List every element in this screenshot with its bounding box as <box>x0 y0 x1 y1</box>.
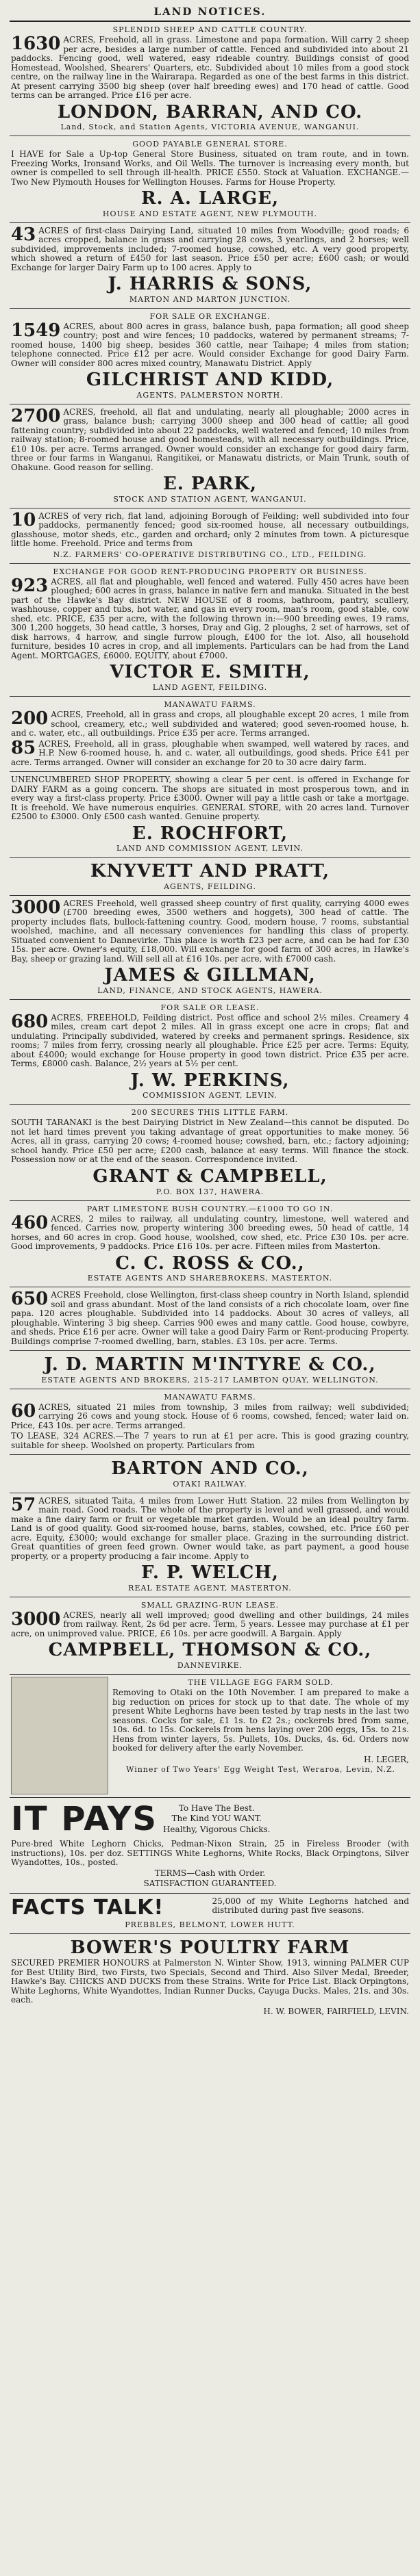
advertiser-name: BARTON AND CO., <box>111 1458 309 1480</box>
ad-body: ACRES, situated 21 miles from township, 3 miles from railway; well subdivided; carrying 26 cows and young stock. House of 6 rooms, cowshed, fenced; water laid on. Price, £43 10s. per acre. Terms arranged. <box>11 1402 409 1430</box>
ad-paragraph <box>11 322 409 369</box>
land-ad <box>10 1597 410 1674</box>
land-ad <box>10 1350 410 1389</box>
acreage-number: 650 <box>11 1289 49 1310</box>
advertiser-address: LAND, FINANCE, AND STOCK AGENTS, HAWERA. <box>97 986 323 995</box>
acreage-number: 1549 <box>11 320 61 341</box>
advertiser-name: VICTOR E. SMITH, <box>110 662 310 683</box>
advertiser-name: E. ROCHFORT, <box>132 823 288 844</box>
land-ad <box>10 857 410 895</box>
ad-subhead: SPLENDID SHEEP AND CATTLE COUNTRY. <box>112 25 308 34</box>
land-ad <box>10 1104 410 1200</box>
ad-paragraph <box>11 1212 409 1252</box>
ad-body: ACRES, Freehold, all in grass and crops, all ploughable except 20 acres, 1 mile from school, creamery, etc.; well subdivided and watered; good seven-roomed house, h. and c. water, etc., all outbuildings. Price £35 per acre. Terms arranged. <box>11 710 409 738</box>
it-pays-line-2: The Kind YOU WANT. <box>171 1814 262 1824</box>
advertiser-name: KNYVETT AND PRATT, <box>90 861 330 882</box>
ad-paragraph <box>11 899 409 964</box>
ad-paragraph <box>11 509 409 549</box>
land-ad <box>10 404 410 508</box>
ad-subhead: GOOD PAYABLE GENERAL STORE. <box>132 140 288 149</box>
ad-subhead: FOR SALE OR EXCHANGE. <box>149 311 271 321</box>
land-ad <box>10 1493 410 1597</box>
advertiser-name: J. D. MARTIN M'INTYRE & CO., <box>44 1354 376 1376</box>
land-ad <box>10 771 410 857</box>
acreage-number: 60 <box>11 1400 36 1421</box>
ad-body: ACRES, Freehold, all in grass, ploughable when swamped, well watered by races, and H.P. New 6-roomed house, h. and c. water, all outbuildings, good sheds. Price £41 per acre. Terms arranged. Owner will consider an exchange for 20 to 30 acre dairy farm. <box>11 738 409 767</box>
newspaper-page <box>10 0 410 2019</box>
land-ad <box>10 1389 410 1455</box>
advertiser-address: STOCK AND STATION AGENT, WANGANUI. <box>113 494 307 504</box>
land-ad <box>10 508 410 563</box>
ad-body: ACRES Freehold, well grassed sheep country of first quality, carrying 4000 ewes (£700 breeding ewes, 3500 wethers and hoggets), 300 head of cattle. The property includes flats, bullock-fattening country. Good, modern house, 7 rooms, substantial woolshed, machine, and all necessary conveniences for handling this class of property. Situated convenient to Dannevirke. This place is worth £23 per acre, and can be had for £30 15s. per acre. Owner's equity, £18,000. Will exchange for good farm of 300 acres, in Hawke's Bay, sheep or grazing land. Will sell all at £16 10s. per acre, with £7000 cash. <box>11 898 409 964</box>
ad-subhead: 200 SECURES THIS LITTLE FARM. <box>131 1108 289 1118</box>
village-ad-row <box>11 1677 409 1794</box>
ad-paragraph <box>11 1400 409 1431</box>
acreage-number: 57 <box>11 1494 36 1515</box>
ad-paragraph <box>11 405 409 473</box>
ad-body: ACRES, FREEHOLD, Feilding district. Post office and school 2½ miles. Creamery 4 miles, cream cart depot 2 miles. All in grass except one acre in crops; flat and undulating. Principally subdivided, watered by creeks and permanent springs. Residence, six rooms; 7 miles from ferry, crossing nearly all ploughable. Price £25 per acre. Terms: Equity, about £4000; would exchange for House property in good town district. Price £35 per acre. Terms, £8000 cash. Balance, 2½ years at 5½ per cent. <box>11 1012 409 1069</box>
bower-body: SECURED PREMIER HONOURS at Palmerston N. Winter Show, 1913, winning PALMER CUP for Best Utility Bird, two Firsts, two Specials, Second and Third. Also Silver Medal, Breeder, Hawke's Bay. CHICKS AND DUCKS from these Strains. Write for Price List. Black Orpingtons, White Leghorns, White Wyandottes, Indian Runner Ducks, Cayuga Ducks. Males, 21s. and 30s. each. <box>11 1958 409 2005</box>
land-ad <box>10 1287 410 1350</box>
ad-paragraph <box>11 36 409 101</box>
acreage-number: 10 <box>11 509 36 530</box>
ad-body: TO LEASE, 324 ACRES.—The 7 years to run at £1 per acre. This is good grazing country, suitable for sheep. Woolshed on property. Particulars from <box>11 1431 409 1450</box>
acreage-number: 43 <box>11 224 36 245</box>
ad-subhead: EXCHANGE FOR GOOD RENT-PRODUCING PROPERTY OR BUSINESS. <box>53 567 367 576</box>
advertiser-name: J. HARRIS & SONS, <box>108 274 312 295</box>
land-ad <box>10 1454 410 1493</box>
advertiser-name: GRANT & CAMPBELL, <box>92 1165 328 1187</box>
acreage-number: 3000 <box>11 897 61 918</box>
hen-illustration <box>11 1677 108 1794</box>
ad-body: ACRES, all flat and ploughable, well fenced and watered. Fully 450 acres have been ploughed; 600 acres in grass, balance in native fern and manuka. Situated in the best part of the Hawke's Bay district. NEW HOUSE of 8 rooms, bathroom, pantry, scullery, washhouse, copper and tubs, hot water, and gas in every room, man's room, good stable, cow shed, etc. PRICE, £35 per acre, with the following thrown in:—900 breeding ewes, 19 rams, 300 1,200 hoggets, 30 head cattle, 3 horses, Dray and Gig, 2 ploughs, 2 set of harrows, set of disk harrows, 4 harrow, and single furrow plough, £400 for the lot. Also, all household furniture, besides 10 acres in crop, and all implements. Particulars can be had from the Land Agent. MORTGAGES, £6000. EQUITY, about £7000. <box>11 576 409 660</box>
ad-body: ACRES, about 800 acres in grass, balance bush, papa formation; all good sheep country; post and wire fences; 10 paddocks, watered by permanent streams; 7-roomed house, 1400 big sheep, besides 360 cattle, near Taihape; 4 miles from station; telephone connected. Price £12 per acre. Would consider Exchange for good Dairy Farm. Owner will consider 800 acres mixed country, Manawatu District. Apply <box>11 321 409 368</box>
land-ad <box>10 696 410 771</box>
ad-body: ACRES, freehold, all flat and undulating, nearly all ploughable; 2000 acres in grass, balance bush; carrying 3000 sheep and 300 head of cattle; all good fattening country; subdivided into about 22 paddocks, well watered and fenced; 10 miles from railway station; 8-roomed house and good homesteads, with all necessary outbuildings. Price, £10 10s. per acre. Terms arranged. Owner would consider an exchange for good dairy farm, three or four farms in Wanganui, Rangitikei, or Manawatu districts, or Main Trunk, south of Ohakune. Good reason for selling. <box>11 407 409 472</box>
facts-title: FACTS TALK! <box>11 1895 164 1920</box>
acreage-number: 460 <box>11 1212 49 1233</box>
advertiser-address: REAL ESTATE AGENT, MASTERTON. <box>128 1583 292 1593</box>
acreage-number: 85 <box>11 737 36 758</box>
facts-row <box>11 1896 409 1920</box>
land-ad <box>10 563 410 696</box>
ad-subhead: PART LIMESTONE BUSH COUNTRY.—£1000 TO GO IN. <box>86 1204 334 1213</box>
advertiser-name: J. W. PERKINS, <box>130 1070 290 1091</box>
it-pays-line-3: Healthy, Vigorous Chicks. <box>162 1824 271 1834</box>
advertiser-address: ESTATE AGENTS AND SHAREBROKERS, MASTERTON. <box>87 1274 333 1283</box>
advertiser-name: CAMPBELL, THOMSON & CO., <box>48 1640 372 1661</box>
ad-body: ACRES Freehold, close Wellington, first-class sheep country in North Island, splendid soil and grass abundant. Most of the land consists of a rich chocolate loam, over fine papa. 120 acres ploughable. Subdivided into 14 paddocks. About 30 acres of valleys, all ploughable. Wintering 3 big sheep. Carries 900 ewes and many cattle. Good house, cowbyre, and sheds. Price £16 per acre. Owner will take a good Dairy Farm or Rent-producing Property. Buildings comprise 7-roomed dwelling, barn, stables. £3 10s. per acre. Terms. <box>11 1290 409 1346</box>
ad-paragraph <box>11 575 409 661</box>
ad-paragraph <box>11 710 409 738</box>
facts-sign: PREBBLES, BELMONT, LOWER HUTT. <box>125 1920 295 1929</box>
advertiser-address: OTAKI RAILWAY. <box>173 1479 247 1489</box>
advertiser-address: N.Z. FARMERS' CO-OPERATIVE DISTRIBUTING CO., LTD., FEILDING. <box>53 550 367 559</box>
ad-body: SOUTH TARANAKI is the best Dairying District in New Zealand—this cannot be disputed. Do not let hard times prevent you taking advantage of great opportunities to make money. 56 Acres, all in grass, carrying 20 cows; 4-roomed house; cowshed, barn, etc.; factory adjoining; school handy. Price £50 per acre; £200 cash, balance at easy terms. Will finance the stock. Possession now or at the end of the season. Correspondence invited. <box>11 1118 409 1165</box>
advertiser-address: LAND AND COMMISSION AGENT, LEVIN. <box>116 844 304 853</box>
ad-subhead: MANAWATU FARMS. <box>164 700 256 710</box>
ad-body: ACRES, nearly all well improved; good dwelling and other buildings, 24 miles from railway. Rent, 2s 6d per acre. Term, 5 years. Lessee may purchase at £1 per acre, on unimproved value. PRICE, £6 10s. per acre goodwill. A Bargain. Apply <box>11 1610 409 1638</box>
village-body: Removing to Otaki on the 10th November. I am prepared to make a big reduction on prices for stock up to that date. The whole of my present White Leghorns have been tested by trap nests in the last two seasons. Cocks for sale, £1 1s. to £2 2s.; cockerels bred from same, 10s. 6d. to 15s. Cockerels from hens laying over 200 eggs, 15s. to 21s. Hens from winter layers, 5s. Pullets, 10s. Ducks, 4s. 6d. Orders now booked for delivery after the early November. <box>112 1688 409 1753</box>
ad-paragraph <box>11 224 409 273</box>
advertiser-address: HOUSE AND ESTATE AGENT, NEW PLYMOUTH. <box>102 209 318 218</box>
advertiser-address: Land, Stock, and Station Agents, VICTORIA AVENUE, WANGANUI. <box>60 123 360 132</box>
bower-sign: H. W. BOWER, FAIRFIELD, LEVIN. <box>263 2006 409 2016</box>
it-pays-title: IT PAYS <box>11 1800 158 1838</box>
acreage-number: 1630 <box>11 34 61 54</box>
advertiser-name: GILCHRIST AND KIDD, <box>86 370 334 391</box>
village-sign: H. LEGER, <box>363 1754 409 1764</box>
ad-subhead: FOR SALE OR LEASE. <box>160 1003 260 1012</box>
advertiser-name: JAMES & GILLMAN, <box>104 965 316 986</box>
it-pays-row <box>11 1800 409 1838</box>
ad-body: I HAVE for Sale a Up-top General Store Business, situated on tram route, and in town. Freezing Works, Ironsand Works, and Oil Wells. The turnover is increasing every month, but owner is compelled to sell through ill-health. PRICE £550. Stock at Valuation. EXCHANGE.—Two New Plymouth Houses for Wellington Houses. Farms for House Property. <box>11 149 409 187</box>
land-ad <box>10 222 410 308</box>
acreage-number: 3000 <box>11 1608 61 1630</box>
advertiser-name: LONDON, BARRAN, AND CO. <box>57 101 363 123</box>
acreage-number: 200 <box>11 708 49 730</box>
land-ad <box>10 308 410 404</box>
ad-paragraph <box>11 1011 409 1069</box>
ad-body: ACRES, situated Taita, 4 miles from Lower Hutt Station. 22 miles from Wellington by main road. Good roads. The whole of the property is level and well grassed, and would make a fine dairy farm or fruit or vegetable market garden. Would be an ideal poultry farm. Land is of good quality. Good six-roomed house, barns, stables, cowshed, etc. Price £60 per acre. Equity, £3000; would exchange for smaller place. Grazing in the surrounding district. Great quantities of green feed grown. Owner would take, as part payment, a good house property, or a property producing a fair income. Apply to <box>11 1495 409 1561</box>
advertiser-address: AGENTS, FEILDING. <box>164 881 256 891</box>
ad-body: ACRES of very rich, flat land, adjoining Borough of Feilding; well subdivided into four paddocks, permanently fenced; good six-roomed house, all necessary outbuildings, glasshouse, motor sheds, etc., garden and orchard; only 2 minutes from town. A picturesque little home. Freehold. Price and terms from <box>11 511 409 549</box>
it-pays-line-1: To Have The Best. <box>178 1803 255 1813</box>
it-pays-body: Pure-bred White Leghorn Chicks, Pedman-Nixon Strain, 25 in Fireless Brooder (with instructions), 10s. per doz. SETTINGS White Leghorns, White Rocks, Black Orpingtons, Silver Wyandottes, 10s., posted. <box>11 1839 409 1867</box>
ad-paragraph <box>11 1291 409 1346</box>
ads-column <box>10 21 410 1674</box>
advertiser-name: R. A. LARGE, <box>140 188 280 209</box>
advertiser-address: DANNEVIRKE. <box>177 1661 243 1670</box>
ad-subhead: SMALL GRAZING-RUN LEASE. <box>140 1600 280 1610</box>
land-ad <box>10 999 410 1105</box>
advertiser-address: AGENTS, PALMERSTON NORTH. <box>136 390 284 400</box>
ad-body: ACRES, Freehold, all in grass. Limestone and papa formation. Will carry 2 sheep per acre, besides a large number of cattle. Fenced and subdivided into about 21 paddocks. Fencing good, well watered, easy rideable country. Buildings consist of good Homestead, Woolshed, Shearers' Quarters, etc. Subdivided about 10 miles from a good stock centre, on the railway line in the Wairarapa. Regarded as one of the best farms in this district. At present carrying 3500 big sheep (over half breeding ewes) and 170 head of cattle. Good terms can be arranged. Price £16 per acre. <box>11 35 409 100</box>
it-pays-ad <box>10 1797 410 1893</box>
facts-talk-ad <box>10 1893 410 1933</box>
ad-body: UNENCUMBERED SHOP PROPERTY, showing a clear 5 per cent. is offered in Exchange for DAIRY FARM as a going concern. The shops are situated in most prosperous town, and in every way a first-class property. Price £3000. Owner will pay a little cash or take a mortgage. It is freehold. We have numerous enquiries. GENERAL STORE, with 20 acres land. Turnover £2500 to £3000. Only £500 cash wanted. Genuine property. <box>11 775 409 822</box>
it-pays-guarantee: SATISFACTION GUARANTEED. <box>143 1879 277 1888</box>
ad-body: ACRES of first-class Dairying Land, situated 10 miles from Woodville; good roads; 6 acres cropped, balance in grass and carrying 28 cows, 3 yearlings, and 2 horses; well subdivided, improvements included; 7-roomed house, cowshed, etc. A very good property, which showed a return of £450 for last season. Price £50 per acre; £600 cash; or would Exchange for larger Dairy Farm up to 100 acres. Apply to <box>11 225 409 272</box>
it-pays-terms: TERMS—Cash with Order. <box>154 1868 266 1878</box>
advertiser-address: ESTATE AGENTS AND BROKERS, 215-217 LAMBTON QUAY, WELLINGTON. <box>41 1375 379 1384</box>
land-ad <box>10 1200 410 1287</box>
acreage-number: 680 <box>11 1011 49 1032</box>
village-sign-sub: Winner of Two Years' Egg Weight Test, Weraroa, Levin, N.Z. <box>126 1764 395 1774</box>
ad-paragraph <box>11 1608 409 1639</box>
village-egg-farm-ad <box>10 1674 410 1797</box>
advertiser-name: C. C. ROSS & CO., <box>115 1252 305 1274</box>
bower-title: BOWER'S POULTRY FARM <box>70 1937 350 1958</box>
ad-subhead: MANAWATU FARMS. <box>164 1392 256 1402</box>
advertiser-name: E. PARK, <box>162 474 257 495</box>
section-heading: LAND NOTICES. <box>153 5 267 18</box>
advertiser-address: P.O. BOX 137, HAWERA. <box>156 1187 264 1196</box>
land-ad <box>10 895 410 999</box>
village-title: THE VILLAGE EGG FARM SOLD. <box>188 1678 334 1687</box>
advertiser-address: MARTON AND MARTON JUNCTION. <box>129 294 291 304</box>
advertiser-name: F. P. WELCH, <box>141 1562 279 1584</box>
bower-ad <box>10 1933 410 2019</box>
acreage-number: 923 <box>11 575 49 596</box>
advertiser-address: COMMISSION AGENT, LEVIN. <box>143 1091 277 1100</box>
ad-paragraph <box>11 737 409 768</box>
advertiser-address: LAND AGENT, FEILDING. <box>152 683 268 693</box>
land-ad <box>10 136 410 222</box>
ad-body: ACRES, 2 miles to railway, all undulating country, limestone, well watered and fenced. Carries now, property wintering 300 breeding ewes, 50 head of cattle, 14 horses, and 60 acres in crop. Good house, woolshed, cow shed, etc. Price £30 10s. per acre. Good improvements, 9 paddocks. Price £16 10s. per acre. Fifteen miles from Masterton. <box>11 1213 409 1252</box>
ad-paragraph <box>11 1494 409 1562</box>
acreage-number: 2700 <box>11 405 61 426</box>
land-ad <box>10 21 410 136</box>
facts-body: 25,000 of my White Leghorns hatched and distributed during past five seasons. <box>212 1896 409 1915</box>
